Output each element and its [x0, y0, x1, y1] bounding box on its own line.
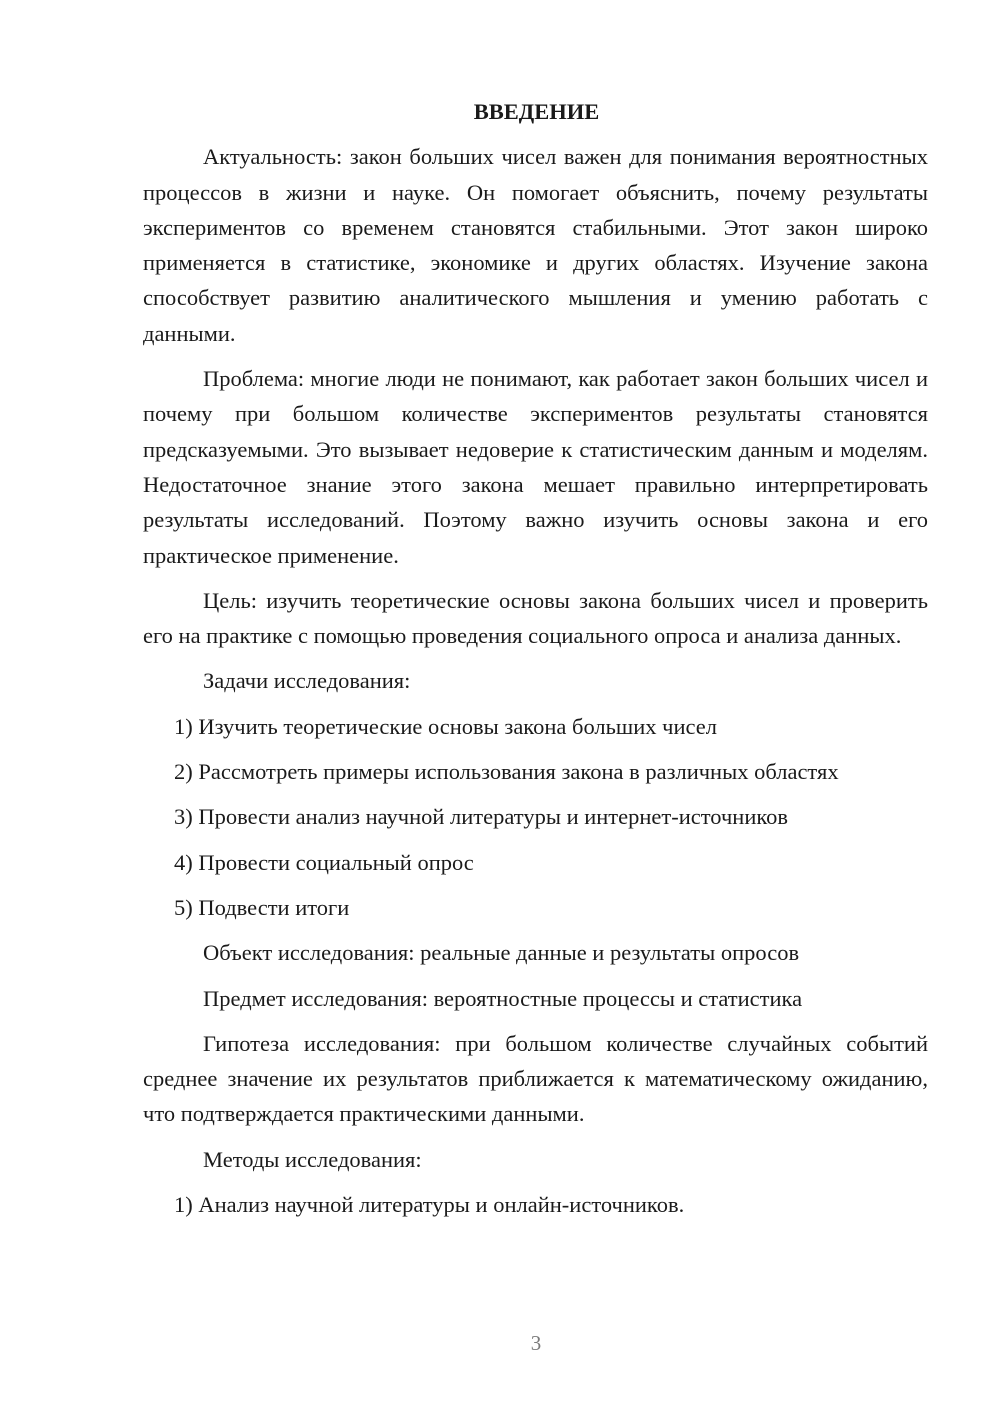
task-item: 3) Провести анализ научной литературы и интернет-источников — [174, 804, 789, 830]
paragraph-goal: Цель: изучить теоретические основы закона больших чисел и проверить его на практике с помощью проведения социального опроса и анализа данных. — [143, 587, 928, 649]
paragraph-problem: Проблема: многие люди не понимают, как работает закон больших чисел и почему при большом количестве экспериментов результаты становятся предсказуемыми. Это вызывает недоверие к статистическим данным и моделям. Недостаточное знание этого закона мешает правильно интерпретировать результаты исследований. Поэтому важно изучить основы закона и его практическое применение. — [143, 366, 928, 568]
paragraph-subject: Предмет исследования: вероятностные процессы и статистика — [203, 985, 803, 1011]
paragraph-hypothesis: Гипотеза исследования: при большом количестве случайных событий среднее значение их результатов приближается к математическому ожиданию, что подтверждается практическими данными. — [143, 1030, 928, 1127]
task-item: 2) Рассмотреть примеры использования закона в различных областях — [174, 759, 839, 785]
page-number: 3 — [530, 1331, 542, 1355]
paragraph-relevance: Актуальность: закон больших чисел важен для понимания вероятностных процессов в жизни и науке. Он помогает объяснить, почему результаты экспериментов со временем становятся стабильными. Этот закон широко применяется в статистике, экономике и других областях. Изучение закона способствует развитию аналитического мышления и умению работать с данными. — [143, 144, 928, 346]
task-item: 5) Подвести итоги — [174, 894, 350, 920]
paragraph-object: Объект исследования: реальные данные и результаты опросов — [203, 940, 800, 966]
method-item: 1) Анализ научной литературы и онлайн-источников. — [174, 1192, 685, 1218]
section-title: ВВЕДЕНИЕ — [473, 99, 600, 124]
document-body — [143, 94, 928, 1232]
task-item: 4) Провести социальный опрос — [174, 849, 474, 875]
task-item: 1) Изучить теоретические основы закона больших чисел — [174, 713, 717, 739]
tasks-heading: Задачи исследования: — [203, 668, 411, 694]
methods-heading: Методы исследования: — [203, 1146, 422, 1172]
